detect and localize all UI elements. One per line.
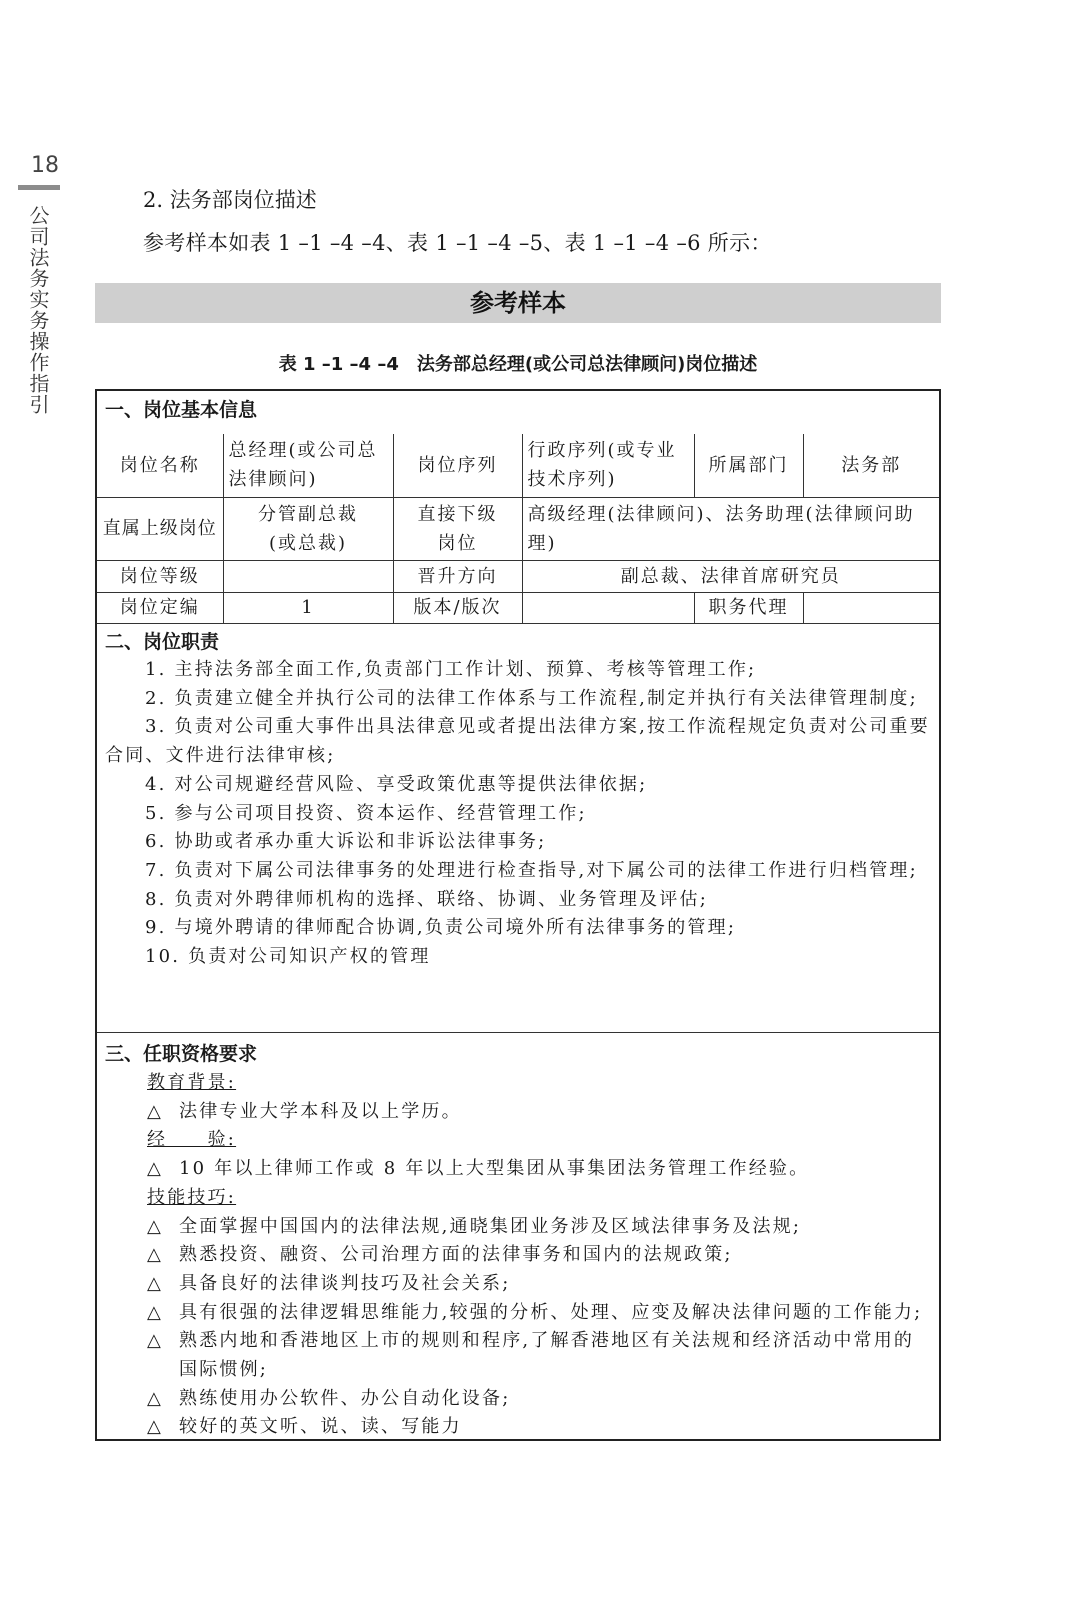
- cell-label: 所属部门: [694, 434, 803, 497]
- list-item: 7. 负责对下属公司法律事务的处理进行检查指导,对下属公司的法律工作进行归档管理;: [145, 859, 918, 881]
- cell-value: [223, 560, 393, 592]
- list-item: △ 具有很强的法律逻辑思维能力,较强的分析、处理、应变及解决法律问题的工作能力;: [105, 1299, 931, 1328]
- cell-value: 高级经理(法律顾问)、法务助理(法律顾问助理): [522, 497, 939, 560]
- cell-label: 直接下级岗位: [393, 497, 522, 560]
- triangle-bullet: △: [147, 1416, 164, 1438]
- cell-value: 法务部: [803, 434, 939, 497]
- list-item: △ 全面掌握中国国内的法律法规,通晓集团业务涉及区域法律事务及法规;: [105, 1213, 931, 1242]
- cell-value: 分管副总裁(或总裁): [223, 497, 393, 560]
- cell-value: 行政序列(或专业技术序列): [522, 434, 694, 497]
- cell-label: 岗位定编: [97, 592, 223, 623]
- list-item: 9. 与境外聘请的律师配合协调,负责公司境外所有法律事务的管理;: [145, 917, 737, 939]
- experience-label: 经 验:: [147, 1129, 237, 1151]
- cell-label: 岗位名称: [97, 434, 223, 497]
- book-title: 公司法务实务操作指引: [26, 205, 50, 415]
- section-heading: 2. 法务部岗位描述: [143, 188, 317, 212]
- triangle-bullet: △: [147, 1215, 164, 1237]
- cell-label: 岗位等级: [97, 560, 223, 592]
- cell-label: 晋升方向: [393, 560, 522, 592]
- sample-banner: 参考样本: [95, 283, 941, 323]
- list-item: △ 法律专业大学本科及以上学历。: [105, 1098, 931, 1127]
- cell-value: [803, 592, 939, 623]
- triangle-bullet: △: [147, 1158, 164, 1180]
- cell-label: 职务代理: [694, 592, 803, 623]
- qualifications-list: [105, 1069, 931, 1442]
- list-item: 3. 负责对公司重大事件出具法律意见或者提出法律方案,按工作流程规定负责对公司重要合同、文件进行法律审核;: [105, 716, 930, 767]
- list-item: 5. 参与公司项目投资、资本运作、经营管理工作;: [145, 802, 587, 824]
- side-divider: [18, 185, 60, 190]
- cell-value: 1: [223, 592, 393, 623]
- list-item: △ 10 年以上律师工作或 8 年以上大型集团从事集团法务管理工作经验。: [105, 1155, 931, 1184]
- triangle-bullet: △: [147, 1330, 164, 1352]
- skills-label: 技能技巧:: [147, 1186, 237, 1208]
- page-number: 18: [31, 153, 59, 178]
- section-qualifications-heading: 三、任职资格要求: [105, 1043, 258, 1065]
- list-item: 1. 主持法务部全面工作,负责部门工作计划、预算、考核等管理工作;: [145, 659, 757, 680]
- triangle-bullet: △: [147, 1244, 164, 1266]
- intro-text: 参考样本如表 1 –1 –4 –4、表 1 –1 –4 –5、表 1 –1 –4 –6 所示：: [143, 231, 772, 255]
- table-row: [97, 497, 939, 560]
- table-row: [97, 560, 939, 592]
- list-item: 2. 负责建立健全并执行公司的法律工作体系与工作流程,制定并执行有关法律管理制度;: [145, 687, 918, 709]
- list-item: △ 熟练使用办公软件、办公自动化设备;: [105, 1385, 931, 1414]
- education-label: 教育背景:: [147, 1072, 237, 1093]
- section-basic-info-heading: 一、岗位基本信息: [105, 399, 258, 421]
- table-title: 表 1 –1 –4 –4 法务部总经理(或公司总法律顾问)岗位描述: [278, 354, 758, 375]
- cell-label: 岗位序列: [393, 434, 522, 497]
- list-item: 8. 负责对外聘律师机构的选择、联络、协调、业务管理及评估;: [145, 888, 708, 910]
- list-item: 4. 对公司规避经营风险、享受政策优惠等提供法律依据;: [145, 773, 648, 795]
- list-item: △ 具备良好的法律谈判技巧及社会关系;: [105, 1270, 931, 1299]
- cell-label: 直属上级岗位: [97, 497, 223, 560]
- job-description-table: [95, 389, 941, 1441]
- triangle-bullet: △: [147, 1301, 164, 1323]
- table-row: [97, 592, 939, 623]
- cell-value: 副总裁、法律首席研究员: [522, 560, 939, 592]
- triangle-bullet: △: [147, 1100, 164, 1122]
- list-item: 10. 负责对公司知识产权的管理: [145, 946, 431, 968]
- duties-list: [105, 656, 931, 972]
- section-duties-heading: 二、岗位职责: [105, 631, 220, 653]
- list-item: △ 熟悉内地和香港地区上市的规则和程序,了解香港地区有关法规和经济活动中常用的国际惯例;: [105, 1327, 931, 1384]
- list-item: △ 较好的英文听、说、读、写能力: [105, 1413, 931, 1442]
- cell-label: 版本/版次: [393, 592, 522, 623]
- list-item: 6. 协助或者承办重大诉讼和非诉讼法律事务;: [145, 831, 547, 853]
- cell-value: 总经理(或公司总法律顾问): [223, 434, 393, 497]
- basic-info-table: [97, 434, 939, 624]
- triangle-bullet: △: [147, 1387, 164, 1409]
- table-row: [97, 434, 939, 497]
- cell-value: [522, 592, 694, 623]
- triangle-bullet: △: [147, 1272, 164, 1294]
- section-divider: [97, 1032, 939, 1033]
- list-item: △ 熟悉投资、融资、公司治理方面的法律事务和国内的法规政策;: [105, 1241, 931, 1270]
